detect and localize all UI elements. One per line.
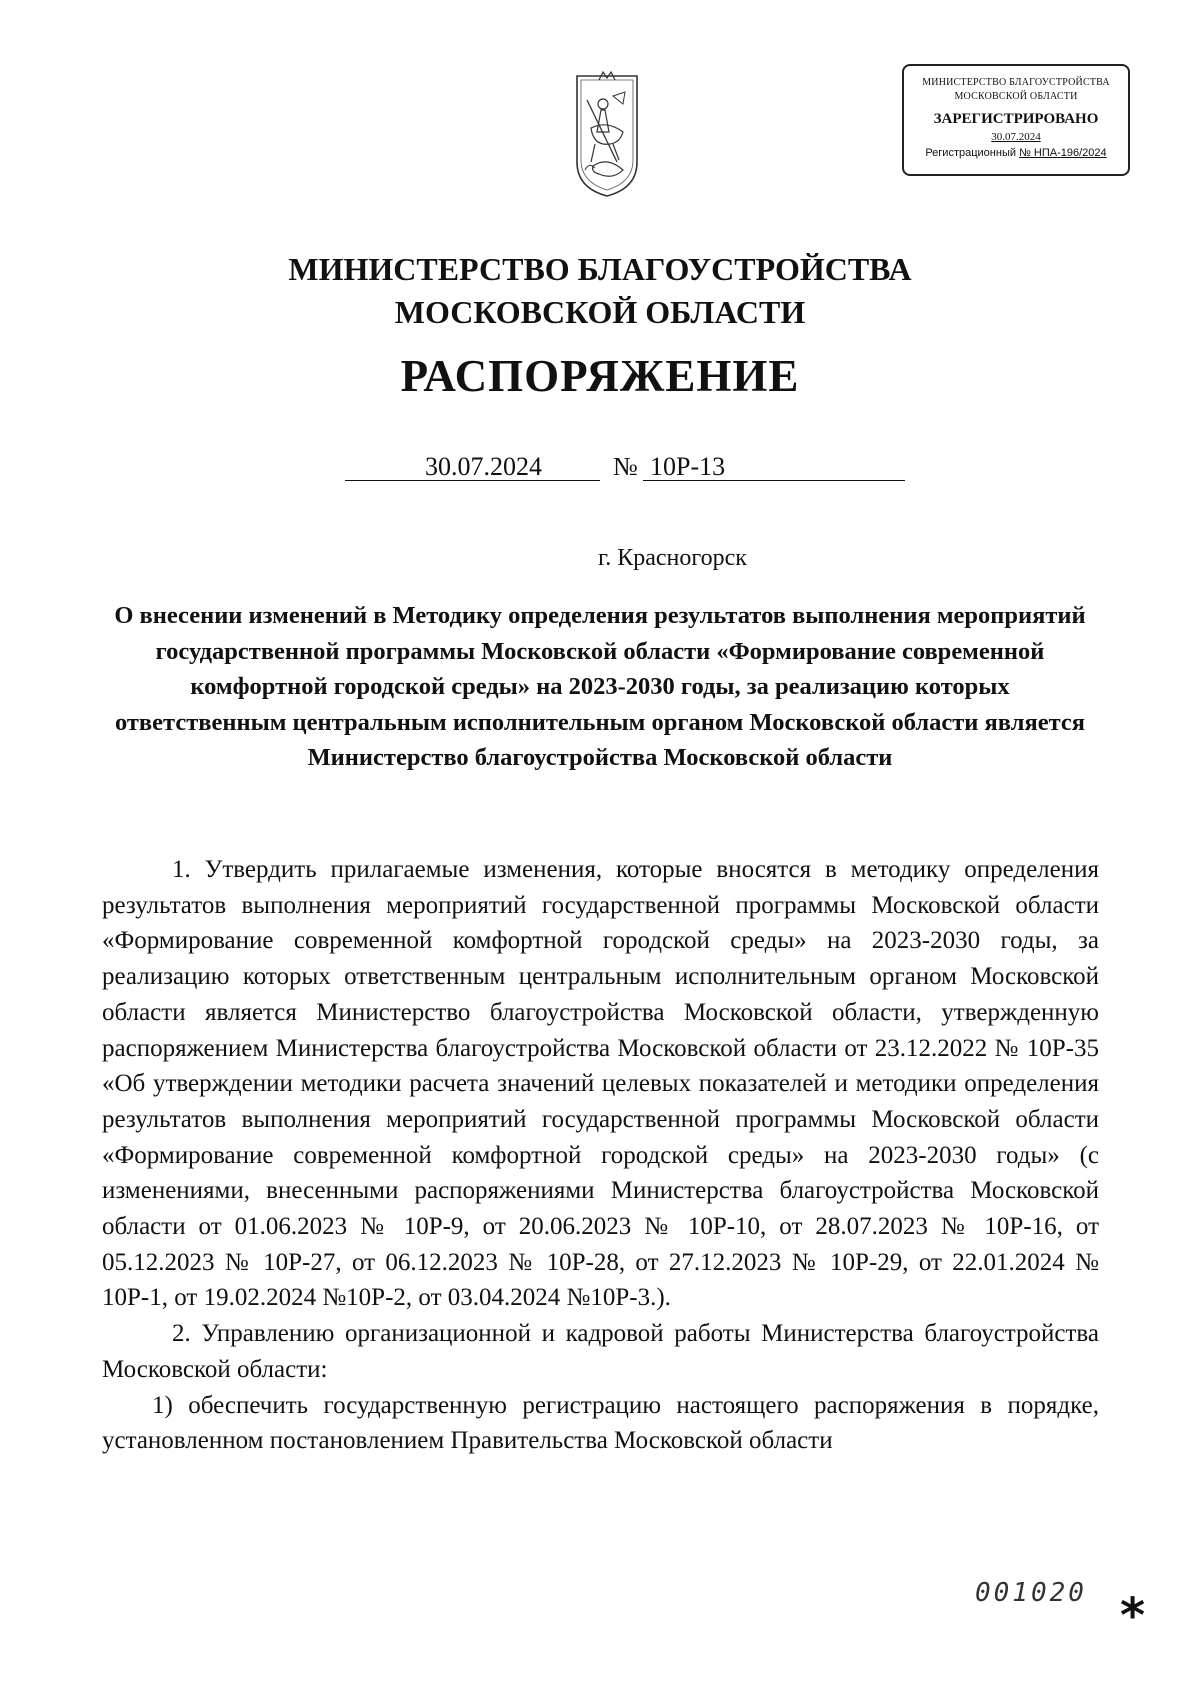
- stamp-reg-number: № НПА-196/2024: [1019, 147, 1107, 159]
- asterisk-mark: *: [1120, 1588, 1146, 1644]
- ministry-line2: МОСКОВСКОЙ ОБЛАСТИ: [394, 294, 806, 330]
- stamp-status: ЗАРЕГИСТРИРОВАНО: [933, 111, 1099, 127]
- sheet-number: 001020: [975, 1578, 1087, 1608]
- stamp-date: 30.07.2024: [991, 131, 1041, 143]
- document-date: 30.07.2024: [425, 452, 542, 481]
- stamp-reg-label: Регистрационный: [925, 147, 1020, 159]
- paragraph-1: 1. Утвердить прилагаемые изменения, которые вносятся в методику определения результатов выполнения мероприятий государственной программы Московской области «Формирование современной комфортной городской среды» на 2023-2030 годы, за реализацию которых ответственным центральным исполнительным органом Московской области является Министерство благоустройства Московской области, утвержденную распоряжением Министерства благоустройства Московской области от 23.12.2022 № 10Р-35 «Об утверждении методики расчета значений целевых показателей и методики определения результатов выполнения мероприятий государственной программы Московской области «Формирование современной комфортной городской среды» на 2023-2030 годы» (с изменениями, внесенными распоряжениями Министерства благоустройства Московской области от 01.06.2023 № 10Р-9, от 20.06.2023 № 10Р-10, от 28.07.2023 № 10Р-16, от 05.12.2023 № 10Р-27, от 06.12.2023 № 10Р-28, от 27.12.2023 № 10Р-29, от 22.01.2024 № 10Р-1, от 19.02.2024 №10Р-2, от 03.04.2024 №10Р-3.).: [102, 856, 1099, 1312]
- city: г. Красногорск: [598, 545, 747, 571]
- document-type: РАСПОРЯЖЕНИЕ: [400, 351, 800, 401]
- stamp-org-line1: МИНИСТЕРСТВО БЛАГОУСТРОЙСТВА: [922, 77, 1110, 88]
- document-subject: О внесении изменений в Методику определения результатов выполнения мероприятий государственной программы Московской области «Формирование современной комфортной городской среды» на 2023-2030 годы, за реализацию которых ответственным центральным исполнительным органом Московской области является Министерство благоустройства Московской области: [114, 602, 1086, 771]
- stamp-registration: [904, 144, 1128, 162]
- ministry-line1: МИНИСТЕРСТВО БЛАГОУСТРОЙСТВА: [288, 251, 912, 287]
- number-sign: №: [613, 452, 638, 481]
- coat-of-arms-icon: [573, 70, 641, 200]
- paragraph-2-item-1: 1) обеспечить государственную регистрацию настоящего распоряжения в порядке, установленном постановлением Правительства Московской области: [102, 1391, 1099, 1455]
- document-number: 10Р-13: [650, 452, 726, 481]
- stamp-org-line2: МОСКОВСКОЙ ОБЛАСТИ: [954, 91, 1078, 102]
- document-body: [102, 852, 1099, 1459]
- registration-stamp: [902, 64, 1130, 176]
- ministry-name: [0, 248, 1200, 334]
- date-number-line: [345, 448, 905, 484]
- paragraph-2: 2. Управлению организационной и кадровой работы Министерства благоустройства Московской области:: [102, 1320, 1099, 1383]
